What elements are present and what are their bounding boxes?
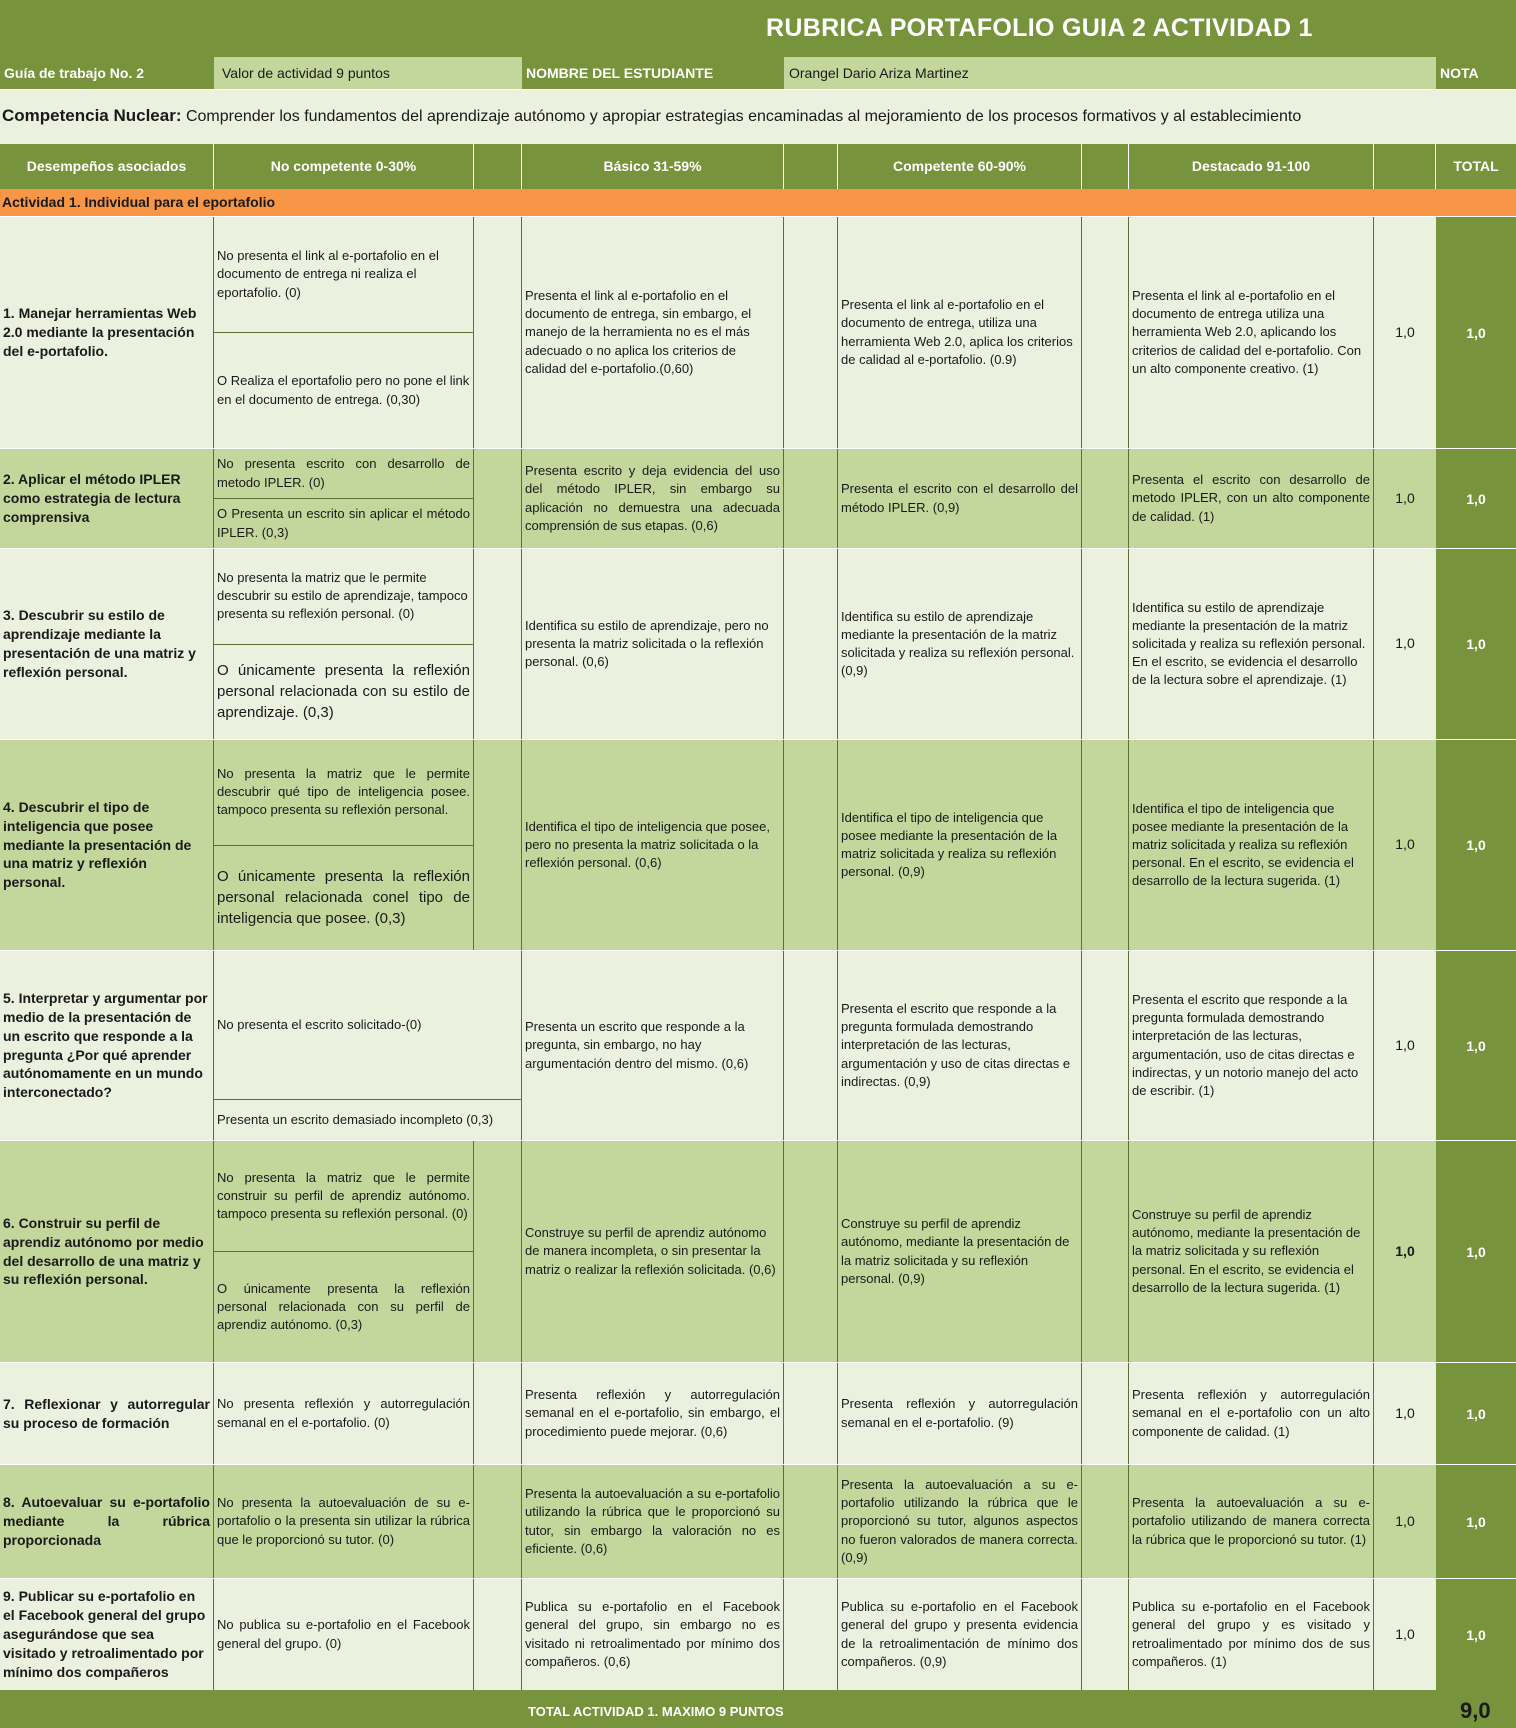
no-competente-cell: No publica su e-portafolio en el Facebook general del grupo. (0) [214,1579,474,1690]
no-competente-cell [214,1141,474,1362]
header-desempenos: Desempeños asociados [0,144,214,189]
destacado-cell: Presenta la autoevaluación a su e-portafolio utilizando de manera correcta la rúbrica que le proporcionó su tutor. (1) [1129,1465,1374,1578]
competente-cell: Presenta el escrito con el desarrollo del método IPLER. (0,9) [838,449,1082,548]
destacado-cell: Construye su perfil de aprendiz autónomo, mediante la presentación de la matriz solicitada y su reflexión personal. En el escrito, se evidencia el desarrollo de la lectura sugerida. (1) [1129,1141,1374,1362]
header-nota [1374,144,1436,189]
desempeno-cell: 2. Aplicar el método IPLER como estrategia de lectura comprensiva [0,449,214,548]
nota-label: NOTA [1440,65,1479,81]
destacado-cell: Publica su e-portafolio en el Facebook general del grupo y es visitado y retroalimentado por mínimo dos de sus compañeros. (1) [1129,1579,1374,1690]
destacado-cell: Presenta reflexión y autorregulación semanal en el e-portafolio con un alto componente de calidad. (1) [1129,1363,1374,1464]
score-cell [784,217,838,448]
total-cell: 1,0 [1436,1363,1516,1464]
no-competente-option-a: No presenta el escrito solicitado-(0) [217,1016,422,1032]
basico-cell: Presenta reflexión y autorregulación semanal en el e-portafolio, sin embargo, el procedimiento puede mejorar. (0,6) [522,1363,784,1464]
nota-cell: 1,0 [1395,1625,1415,1642]
desempeno-cell: 7. Reflexionar y autorregular su proceso de formación [0,1363,214,1464]
no-competente-cell [214,740,474,950]
total-cell: 1,0 [1436,549,1516,739]
score-cell [784,740,838,950]
competente-cell: Presenta el link al e-portafolio en el documento de entrega, utiliza una herramienta Web 2.0, aplica los criterios de calidad al e-portafolio. (0.9) [838,217,1082,448]
no-competente-option-a: No presenta la matriz que le permite descubrir su estilo de aprendizaje, tampoco presenta su reflexión personal. (0) [217,569,468,622]
score-cell [784,549,838,739]
student-info-bar [0,57,1516,89]
desempeno-cell: 4. Descubrir el tipo de inteligencia que posee mediante la presentación de una matriz y reflexión personal. [0,740,214,950]
footer-total-value: 9,0 [1460,1698,1491,1723]
score-cell [1082,1141,1129,1362]
basico-cell: Publica su e-portafolio en el Facebook general del grupo, sin embargo no es visitado ni retroalimentado por mínimo dos compañeros. (0,6) [522,1579,784,1690]
score-cell [784,1363,838,1464]
guia-label: Guía de trabajo No. 2 [4,65,145,81]
desempeno-cell: 9. Publicar su e-portafolio en el Facebook general del grupo asegurándose que sea visitado y retroalimentado por mínimo dos compañeros [0,1579,214,1690]
desempeno-cell: 8. Autoevaluar su e-portafolio mediante la rúbrica proporcionada [0,1465,214,1578]
score-cell [784,1465,838,1578]
no-competente-cell: No presenta la autoevaluación de su e-portafolio o la presenta sin utilizar la rúbrica que le proporcionó su tutor. (0) [214,1465,474,1578]
table-row [0,448,1516,548]
score-cell [1082,549,1129,739]
score-cell [474,1363,522,1464]
basico-cell: Presenta escrito y deja evidencia del uso del método IPLER, sin embargo su aplicación no demuestra una adecuada comprensión de sus etapas. (0,6) [522,449,784,548]
total-cell: 1,0 [1436,1465,1516,1578]
nota-cell: 1,0 [1395,1036,1415,1053]
header-no-competente: No competente 0-30% [214,144,474,189]
destacado-cell: Presenta el link al e-portafolio en el documento de entrega utiliza una herramienta Web 2.0, aplicando los criterios de calidad del e-portafolio. Con un alto componente creativo. (1) [1129,217,1374,448]
competente-cell: Presenta el escrito que responde a la pregunta formulada demostrando interpretación de las lecturas, argumentación y uso de citas directas e indirectas. (0,9) [838,951,1082,1140]
header-spacer-3 [1082,144,1129,189]
actividad-label: Actividad 1. Individual para el eportafolio [2,194,276,210]
competencia-bar [0,89,1516,144]
table-row [0,1140,1516,1362]
competente-cell: Construye su perfil de aprendiz autónomo, mediante la presentación de la matriz solicitada y su reflexión personal. (0,9) [838,1141,1082,1362]
competente-cell: Publica su e-portafolio en el Facebook general del grupo y presenta evidencia de la retroalimentación de mínimo dos compañeros. (0,9) [838,1579,1082,1690]
page-title: RUBRICA PORTAFOLIO GUIA 2 ACTIVIDAD 1 [766,14,1313,42]
nota-cell: 1,0 [1395,836,1415,853]
basico-cell: Presenta la autoevaluación a su e-portafolio utilizando la rúbrica que le proporcionó su tutor, sin embargo la valoración no es eficiente. (0,6) [522,1465,784,1578]
destacado-cell: Identifica el tipo de inteligencia que posee mediante la presentación de la matriz solicitada y realiza su reflexión personal. En el escrito, se evidencia el desarrollo de la lectura sugerida. (1) [1129,740,1374,950]
total-cell: 1,0 [1436,1579,1516,1690]
basico-cell: Presenta el link al e-portafolio en el documento de entrega, sin embargo, el manejo de la herramienta no es el más adecuado o no aplica los criterios de calidad del e-portafolio.(0,60) [522,217,784,448]
score-cell [1082,449,1129,548]
table-row [0,548,1516,739]
no-competente-option-b: O únicamente presenta la reflexión personal relacionada con su perfil de aprendiz autónomo. (0,3) [214,1251,473,1362]
competente-cell: Identifica el tipo de inteligencia que posee mediante la presentación de la matriz solicitada y realiza su reflexión personal. (0,9) [838,740,1082,950]
destacado-cell: Presenta el escrito que responde a la pregunta formulada demostrando interpretación de las lecturas, argumentación, uso de citas directas e indirectas, y un notorio manejo del acto de escribir. (1) [1129,951,1374,1140]
total-cell: 1,0 [1436,1141,1516,1362]
score-cell [784,1579,838,1690]
header-destacado: Destacado 91-100 [1129,144,1374,189]
header-competente: Competente 60-90% [838,144,1082,189]
score-cell [474,1579,522,1690]
desempeno-cell: 1. Manejar herramientas Web 2.0 mediante la presentación del e-portafolio. [0,217,214,448]
footer-total-bar [0,1690,1516,1728]
competente-cell: Presenta reflexión y autorregulación semanal en el e-portafolio. (9) [838,1363,1082,1464]
competencia-text [2,106,1301,126]
footer-total-label: TOTAL ACTIVIDAD 1. MAXIMO 9 PUNTOS [528,1704,784,1719]
header-basico: Básico 31-59% [522,144,784,189]
desempeno-cell: 5. Interpretar y argumentar por medio de la presentación de un escrito que responde a la pregunta ¿Por qué aprender autónomamente en un mundo interconectado? [0,951,214,1140]
total-cell: 1,0 [1436,449,1516,548]
no-competente-option-a: No presenta la matriz que le permite descubrir qué tipo de inteligencia posee. tampoco presenta su reflexión personal. [217,765,470,818]
score-cell [474,1465,522,1578]
total-cell: 1,0 [1436,217,1516,448]
competencia-body: Comprender los fundamentos del aprendizaje autónomo y apropiar estrategias encaminadas al mejoramiento de los procesos formativos y al establecimiento [185,108,1302,125]
no-competente-cell [214,549,474,739]
destacado-cell: Presenta el escrito con desarrollo de metodo IPLER, con un alto componente de calidad. (1) [1129,449,1374,548]
destacado-cell: Identifica su estilo de aprendizaje mediante la presentación de la matriz solicitada y realiza su reflexión personal. En el escrito, se evidencia el desarrollo de la lectura sobre el aprendizaje. (1) [1129,549,1374,739]
table-row [0,216,1516,448]
no-competente-cell [214,449,474,548]
table-row [0,1362,1516,1464]
header-total: TOTAL [1453,158,1499,174]
score-cell [474,740,522,950]
competente-cell: Identifica su estilo de aprendizaje mediante la presentación de la matriz solicitada y realiza su reflexión personal. (0,9) [838,549,1082,739]
nota-cell: 1,0 [1395,1404,1415,1421]
score-cell [474,217,522,448]
no-competente-option-b: O Presenta un escrito sin aplicar el método IPLER. (0,3) [214,498,473,548]
no-competente-cell: No presenta reflexión y autorregulación semanal en el e-portafolio. (0) [214,1363,474,1464]
table-row [0,1464,1516,1578]
nota-cell: 1,0 [1395,1512,1415,1529]
desempeno-cell: 3. Descubrir su estilo de aprendizaje mediante la presentación de una matriz y reflexión personal. [0,549,214,739]
nota-cell: 1,0 [1395,1242,1415,1259]
table-row [0,739,1516,950]
table-header [0,144,1516,189]
no-competente-option-a: No presenta escrito con desarrollo de metodo IPLER. (0) [217,456,470,490]
valor-actividad: Valor de actividad 9 puntos [214,57,522,89]
no-competente-option-b: O únicamente presenta la reflexión personal relacionada conel tipo de inteligencia que posee. (0,3) [214,845,473,951]
total-cell: 1,0 [1436,740,1516,950]
score-cell [474,449,522,548]
score-cell [784,449,838,548]
score-cell [474,549,522,739]
no-competente-option-b: O Realiza el eportafolio pero no pone el link en el documento de entrega. (0,30) [214,332,473,448]
basico-cell: Identifica el tipo de inteligencia que posee, pero no presenta la matriz solicitada o la reflexión personal. (0,6) [522,740,784,950]
total-cell: 1,0 [1436,951,1516,1140]
student-name: Orangel Dario Ariza Martinez [784,57,1436,89]
basico-cell: Presenta un escrito que responde a la pregunta, sin embargo, no hay argumentación dentro del mismo. (0,6) [522,951,784,1140]
no-competente-cell [214,951,522,1140]
no-competente-option-a: No presenta el link al e-portafolio en el documento de entrega ni realiza el eportafolio. (0) [217,248,439,300]
no-competente-option-b: Presenta un escrito demasiado incompleto (0,3) [214,1099,521,1140]
no-competente-option-a: No presenta la matriz que le permite construir su perfil de aprendiz autónomo. tampoco presenta su reflexión personal. (0) [217,1169,470,1222]
nota-cell: 1,0 [1395,489,1415,506]
nota-cell: 1,0 [1395,323,1415,340]
score-cell [1082,1363,1129,1464]
table-row [0,950,1516,1140]
header-spacer-1 [474,144,522,189]
score-cell [1082,740,1129,950]
competente-cell: Presenta la autoevaluación a su e-portafolio utilizando la rúbrica que le proporcionó su tutor, algunos aspectos no fueron valorados de manera correcta. (0,9) [838,1465,1082,1578]
no-competente-option-b: O únicamente presenta la reflexión personal relacionada con su estilo de aprendizaje. (0,3) [214,644,473,740]
desempeno-cell: 6. Construir su perfil de aprendiz autónomo por medio del desarrollo de una matriz y su reflexión personal. [0,1141,214,1362]
title-bar [0,0,1516,57]
table-row [0,1578,1516,1690]
score-cell [784,1141,838,1362]
basico-cell: Identifica su estilo de aprendizaje, pero no presenta la matriz solicitada o la reflexión personal. (0,6) [522,549,784,739]
actividad-bar [0,189,1516,216]
header-spacer-2 [784,144,838,189]
score-cell [1082,217,1129,448]
nombre-label: NOMBRE DEL ESTUDIANTE [526,65,714,81]
score-cell [784,951,838,1140]
no-competente-cell [214,217,474,448]
score-cell [474,1141,522,1362]
nota-cell: 1,0 [1395,635,1415,652]
score-cell [1082,1465,1129,1578]
score-cell [1082,951,1129,1140]
competencia-label: Competencia Nuclear: [2,106,182,125]
basico-cell: Construye su perfil de aprendiz autónomo de manera incompleta, o sin presentar la matriz o realizar la reflexión solicitada. (0,6) [522,1141,784,1362]
score-cell [1082,1579,1129,1690]
